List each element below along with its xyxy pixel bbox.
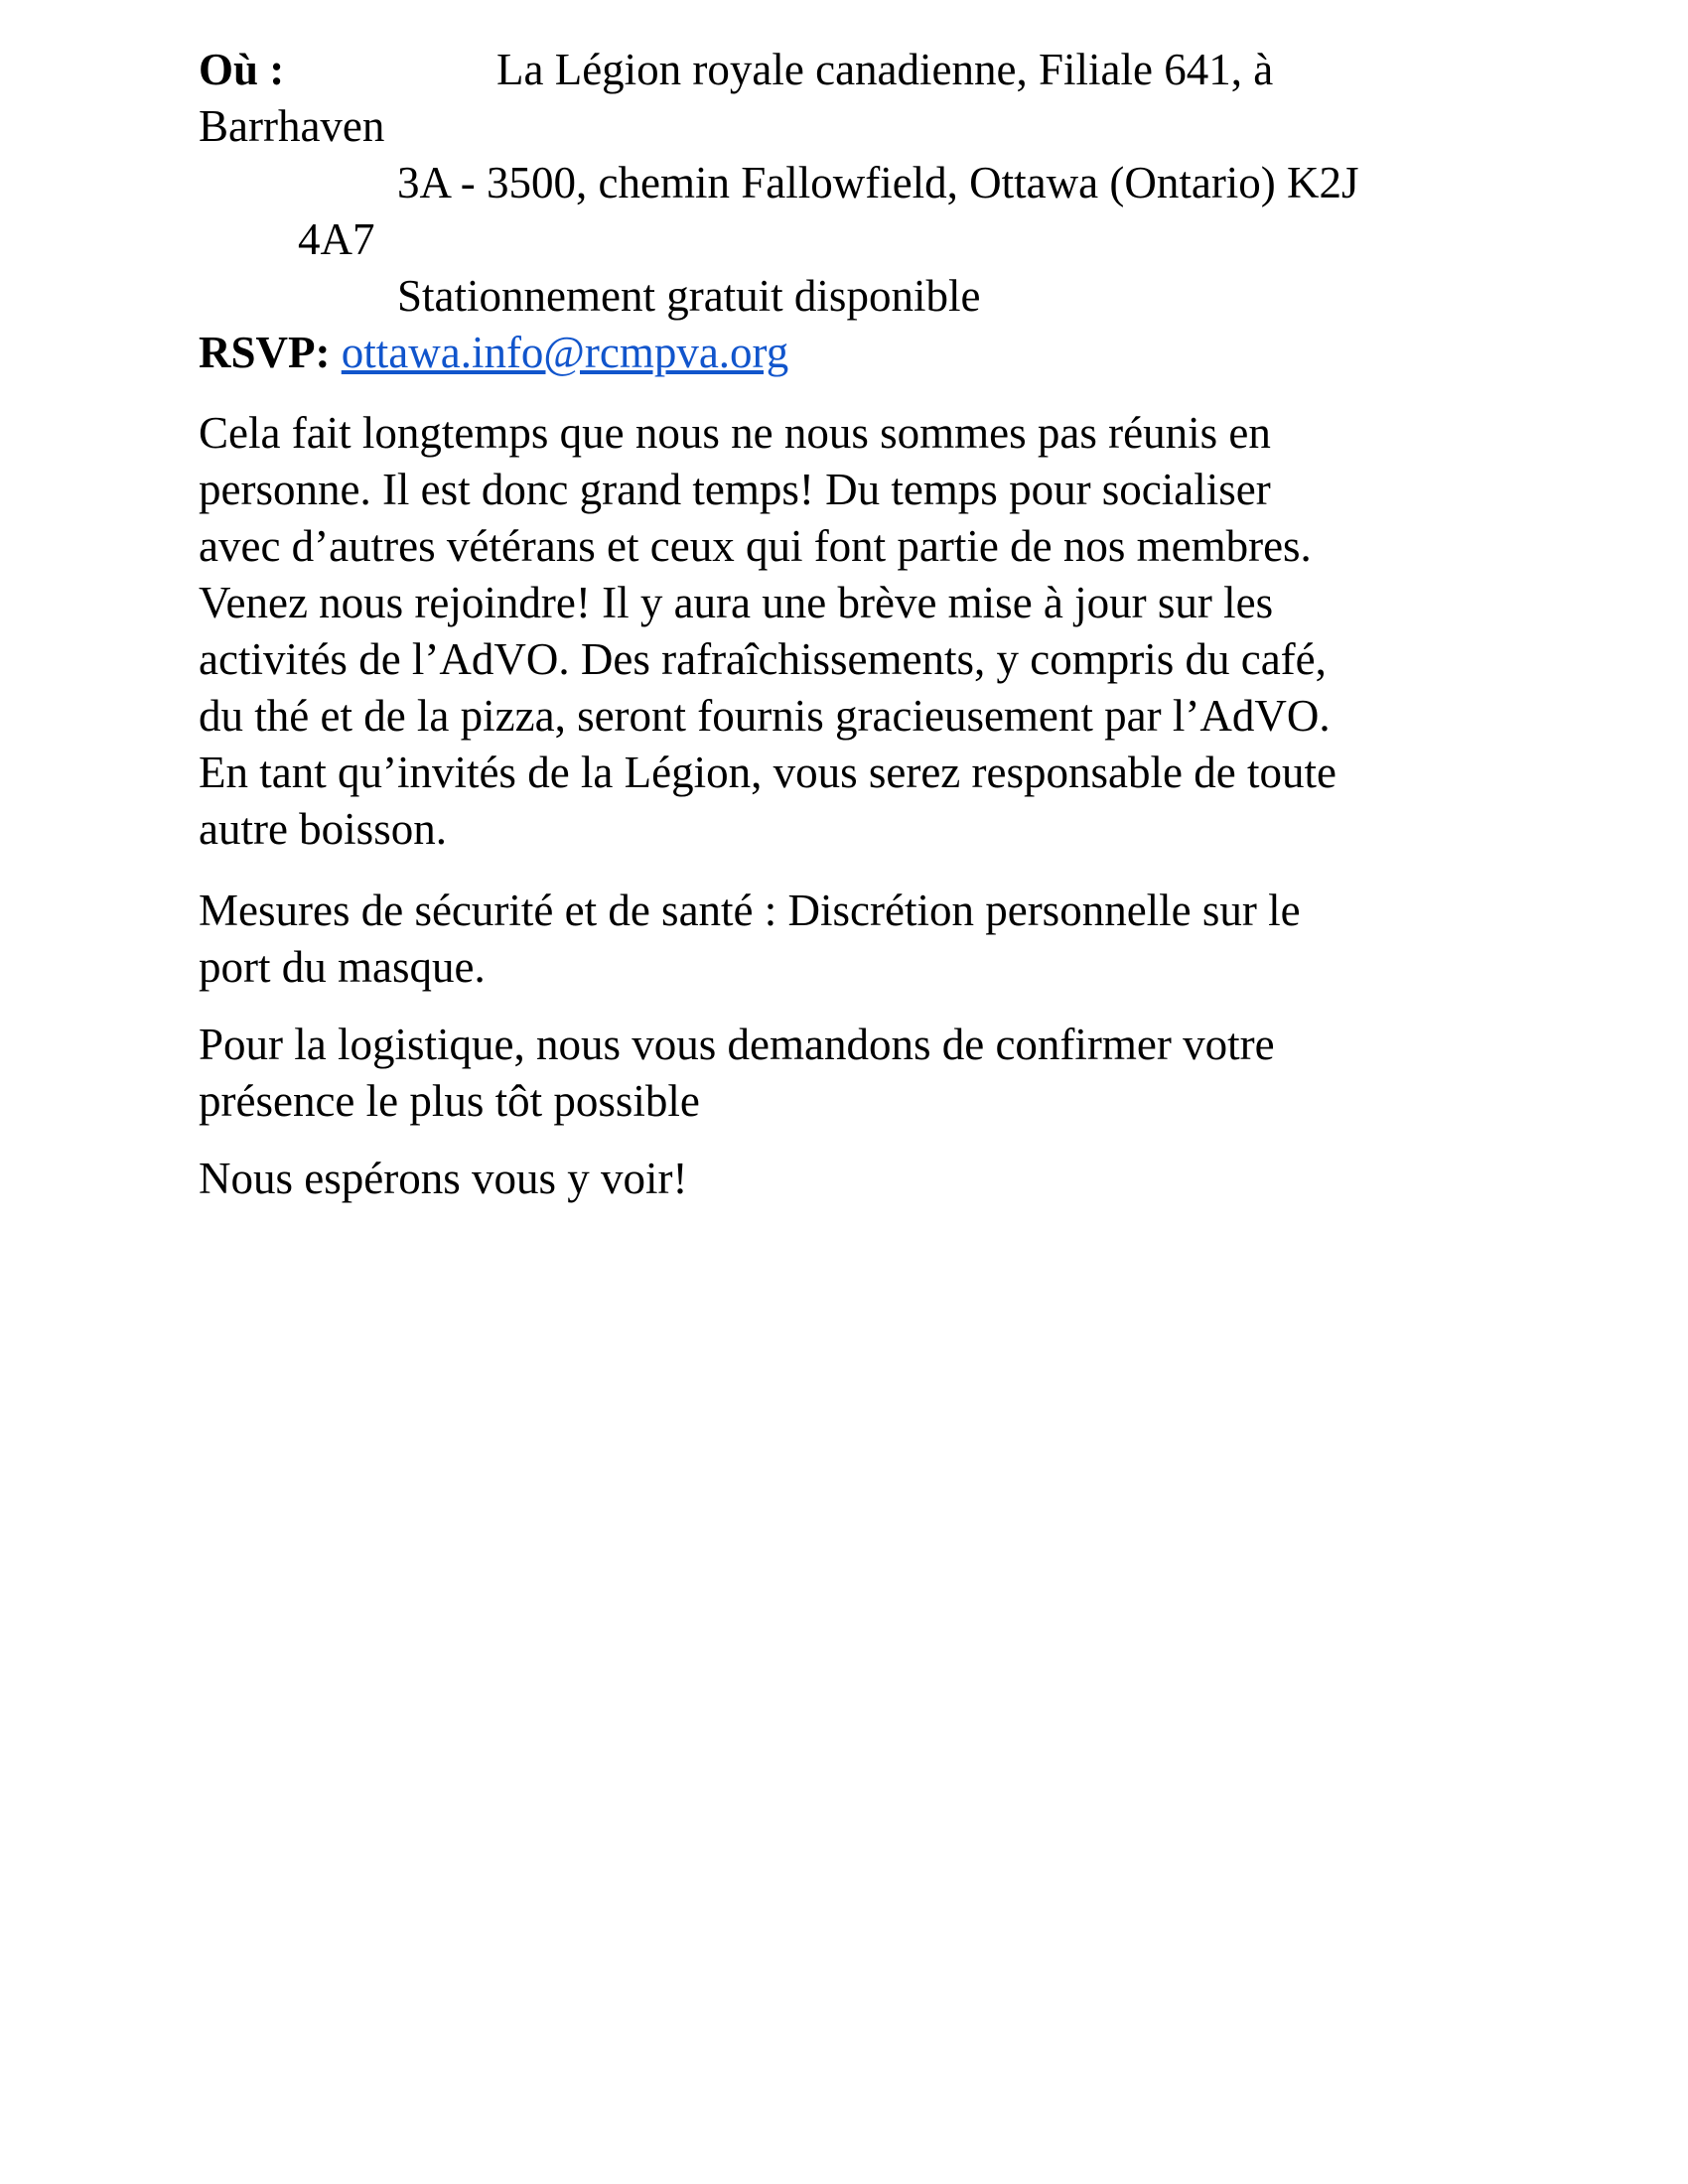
- intro-paragraph: [199, 405, 1489, 858]
- rsvp-label: RSVP:: [199, 328, 331, 377]
- intro-line: En tant qu’invités de la Légion, vous serez responsable de toute: [199, 748, 1336, 797]
- where-label: Où :: [199, 45, 285, 94]
- logistics-paragraph: [199, 1017, 1489, 1130]
- rsvp-row: [199, 325, 788, 381]
- intro-line: Cela fait longtemps que nous ne nous sommes pas réunis en: [199, 408, 1271, 458]
- logistics-line: présence le plus tôt possible: [199, 1076, 700, 1126]
- intro-line: activités de l’AdVO. Des rafraîchissements, y compris du café,: [199, 634, 1327, 684]
- intro-line: Venez nous rejoindre! Il y aura une brève mise à jour sur les: [199, 578, 1274, 627]
- closing-line: Nous espérons vous y voir!: [199, 1154, 688, 1203]
- intro-line: du thé et de la pizza, seront fournis gracieusement par l’AdVO.: [199, 691, 1331, 741]
- safety-line: port du masque.: [199, 942, 486, 992]
- closing-paragraph: [199, 1151, 1489, 1207]
- safety-line: Mesures de sécurité et de santé : Discrétion personnelle sur le: [199, 886, 1301, 935]
- rsvp-email-link[interactable]: ottawa.info@rcmpva.org: [341, 328, 789, 377]
- parking-note: Stationnement gratuit disponible: [397, 271, 981, 321]
- safety-paragraph: [199, 883, 1489, 996]
- logistics-line: Pour la logistique, nous vous demandons de confirmer votre: [199, 1020, 1275, 1069]
- intro-line: personne. Il est donc grand temps! Du temps pour socialiser: [199, 465, 1271, 514]
- address-line2: 4A7: [298, 214, 375, 264]
- where-venue-line2: Barrhaven: [199, 101, 385, 151]
- address-line1: 3A - 3500, chemin Fallowfield, Ottawa (Ontario) K2J: [397, 158, 1359, 207]
- intro-line: autre boisson.: [199, 804, 447, 854]
- where-venue-line1: La Légion royale canadienne, Filiale 641, à: [496, 45, 1274, 94]
- intro-line: avec d’autres vétérans et ceux qui font partie de nos membres.: [199, 521, 1312, 571]
